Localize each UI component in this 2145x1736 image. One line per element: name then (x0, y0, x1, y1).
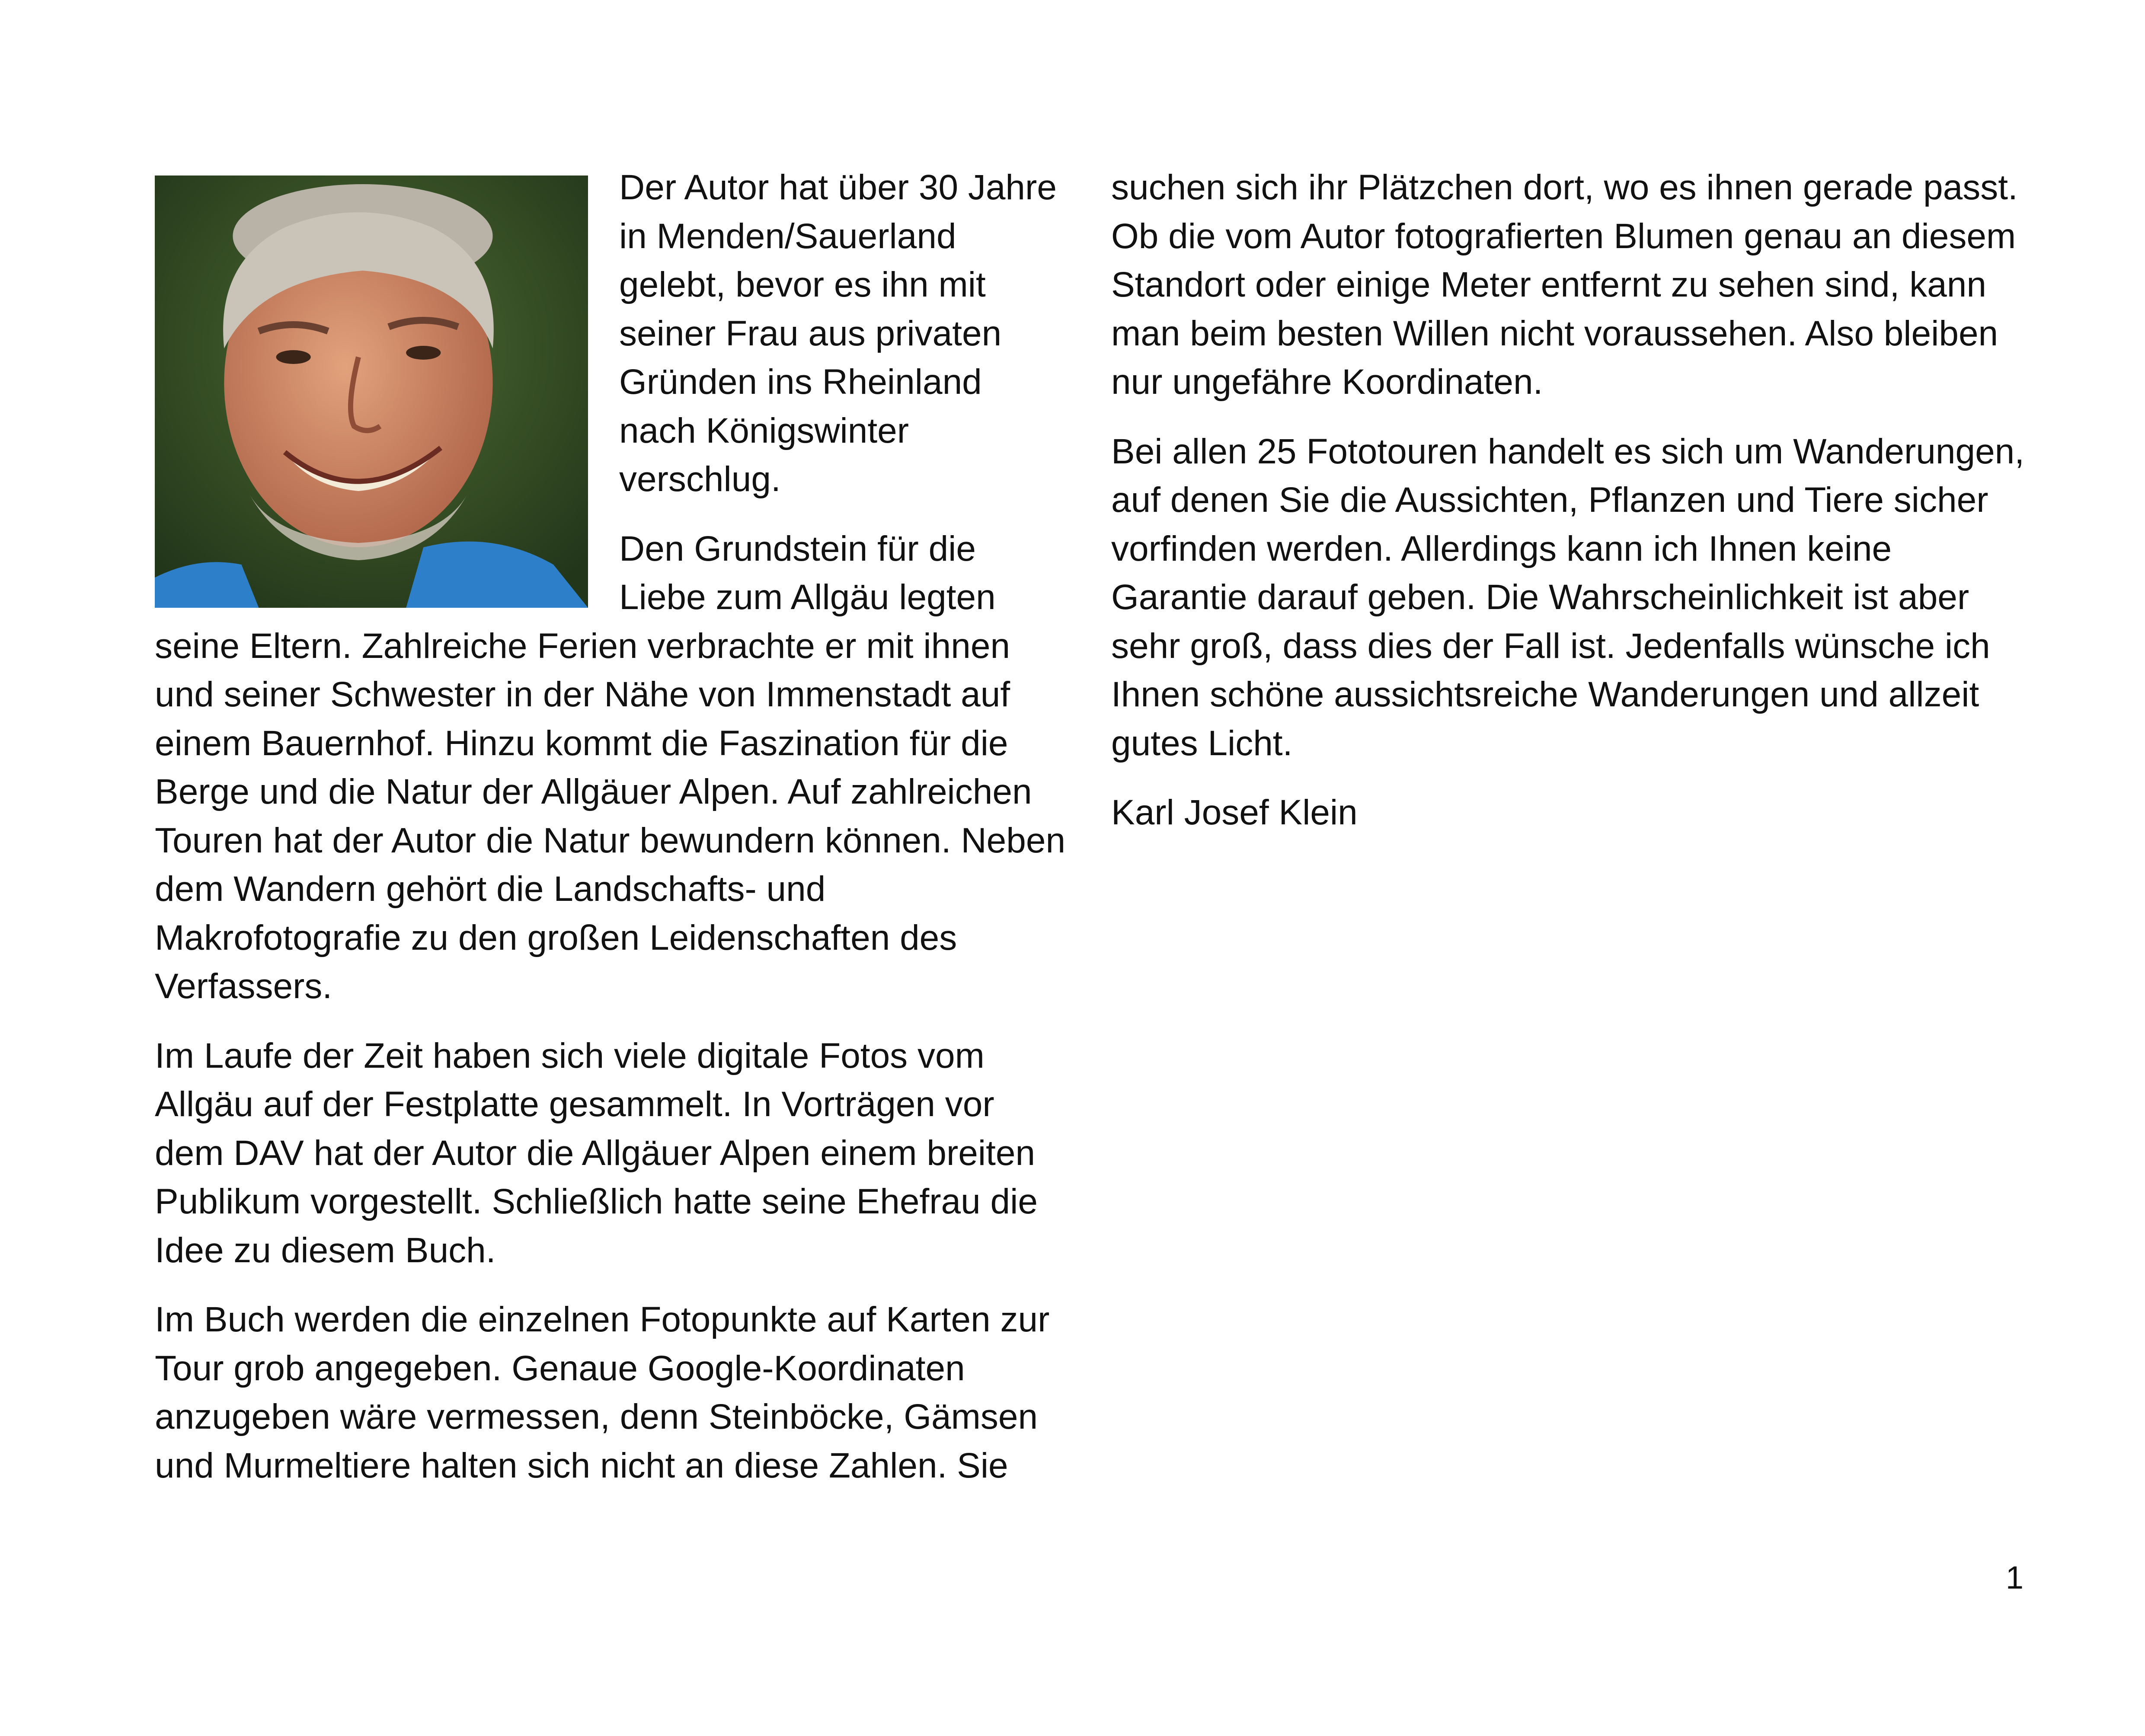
left-column (155, 163, 1067, 1511)
left-paragraph-4: Im Buch werden die einzelnen Fotopunkte auf Karten zur Tour grob angegeben. Genaue Google-Koordinaten anzugeben wäre vermessen, denn Steinböcke, Gämsen und Murmeltiere halten sich nicht an diese Zahlen. Sie (155, 1300, 1050, 1485)
right-paragraph-2: Bei allen 25 Fototouren handelt es sich um Wanderungen, auf denen Sie die Aussichten, Pflanzen und Tiere sicher vorfinden werden. Allerdings kann ich Ihnen keine Garantie darauf geben. Die Wahrscheinlichkeit ist aber sehr groß, dass dies der Fall ist. Jedenfalls wünsche ich Ihnen schöne aussichtsreiche Wanderungen und allzeit gutes Licht. (1111, 431, 2025, 763)
author-signature: Karl Josef Klein (1111, 793, 1358, 832)
page-number: 1 (2005, 1560, 2024, 1596)
author-portrait (155, 176, 588, 608)
right-column (1111, 163, 2032, 858)
left-paragraph-1: Der Autor hat über 30 Jahre in Menden/Sauerland gelebt, bevor es ihn mit seiner Frau aus privaten Gründen ins Rheinland nach Königswinter verschlug. (619, 168, 1057, 499)
left-paragraph-2: Den Grundstein für die Liebe zum Allgäu legten seine Eltern. Zahlreiche Ferien verbrachte er mit ihnen und seiner Schwester in der Nähe von Immenstadt auf einem Bauernhof. Hinzu kommt die Faszination für die Berge und die Natur der Allgäuer Alpen. Auf zahlreichen Touren hat der Autor die Natur bewundern können. Neben dem Wandern gehört die Landschafts- und Makrofotografie zu den großen Leidenschaften des Verfassers. (155, 529, 1066, 1006)
portrait-icon (155, 176, 588, 608)
left-paragraph-3: Im Laufe der Zeit haben sich viele digitale Fotos vom Allgäu auf der Festplatte gesammelt. In Vorträgen vor dem DAV hat der Autor die Allgäuer Alpen einem breiten Publikum vorgestellt. Schließlich hatte seine Ehefrau die Idee zu diesem Buch. (155, 1036, 1038, 1270)
right-paragraph-1: suchen sich ihr Plätzchen dort, wo es ihnen gerade passt. Ob die vom Autor fotografierten Blumen genau an diesem Standort oder einige Meter entfernt zu sehen sind, kann man beim besten Willen nicht voraussehen. Also bleiben nur ungefähre Koordinaten. (1111, 168, 2018, 402)
